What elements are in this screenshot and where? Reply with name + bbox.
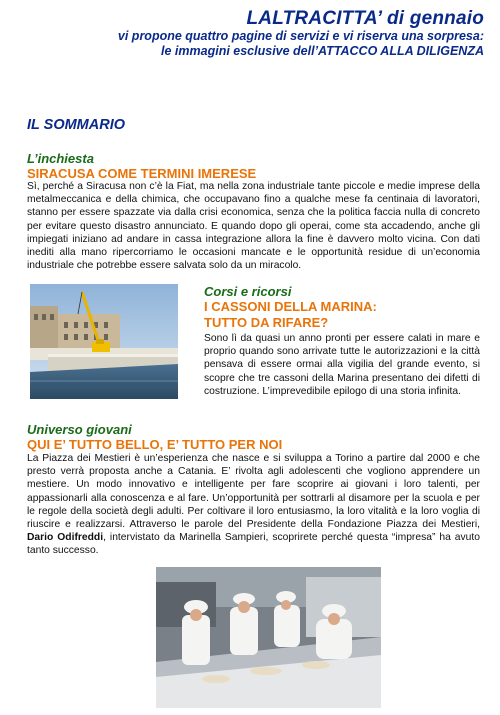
article2-kicker: Corsi e ricorsi [204,284,292,299]
article2-headline-line2: TUTTO DA RIFARE? [204,315,329,330]
article3-headline: QUI E’ TUTTO BELLO, E’ TUTTO PER NOI [27,437,283,452]
article3-kicker: Universo giovani [27,422,132,437]
interviewee-name: Dario Odifreddi [27,532,104,544]
harbor-photo [30,284,178,399]
page-title: LALTRACITTA’ di gennaio [246,8,484,29]
article3-body: La Piazza dei Mestieri è un’esperienza che nasce e si sviluppa a Torino a partire dal 2000 e che presto verrà proposta anche a Catania. E’ rivolta agli adolescenti che vogliono apprendere un mestiere. Un modo innovativo e intelligente per fare scoprire ai giovani i loro talenti, per appassionarli alla conoscenza e al fare. Un’opportunità per sottrarli al disamore per la scuola e per le regole della società degli adulti. Per coltivare il loro entusiasmo, la loro vitalità e la loro voglia di riuscire e realizzarsi. Attraverso le parole del Presidente della Fondazione Piazza dei Mestieri, Dario Odifreddi, intervistato da Marinella Sampieri, scoprirete perché questa “impresa” ha avuto tanto successo. [27,453,480,557]
article1-headline: SIRACUSA COME TERMINI IMERESE [27,166,257,181]
article2-headline: I CASSONI DELLA MARINA: [204,299,377,314]
article2-body: Sono lì da quasi un anno pronti per essere calati in mare e proprio quando sono arrivate tutte le autorizzazioni e la città pensava di essere ormai alla vigilia del grande evento, si scopre che tre cassoni della Marina presentano dei difetti di costruzione. L’imprevedibile epilogo di una storia infinita. [204,333,480,397]
page-header [118,8,484,59]
header-subtitle-2: le immagini esclusive dell’ATTACCO ALLA DILIGENZA [161,44,484,58]
kitchen-photo [156,567,381,708]
article1-body: Sì, perché a Siracusa non c’è la Fiat, ma nella zona industriale tante piccole e medie imprese della metalmeccanica e della chimica, che occupavano fino a qualche mese fa centinaia di lavoratori, stanno per essere spazzate via dalla crisi economica, senza che la politica faccia nulla di concreto per evitare questo disastro annunciato. E quando dopo gli operai, come sta accadendo, anche gli impiegati iniziano ad andare in cassa integrazione allora la fine è davvero molto vicina. Con dati inediti alla mano ripercorriamo le occasioni mancate e le opportunità residue di un’economia industriale che potrebbe essere salvata solo da un miracolo. [27,181,480,272]
article1-kicker: L’inchiesta [27,151,94,166]
header-subtitle: vi propone quattro pagine di servizi e vi riserva una sorpresa: [117,29,484,43]
section-heading: IL SOMMARIO [27,117,126,133]
